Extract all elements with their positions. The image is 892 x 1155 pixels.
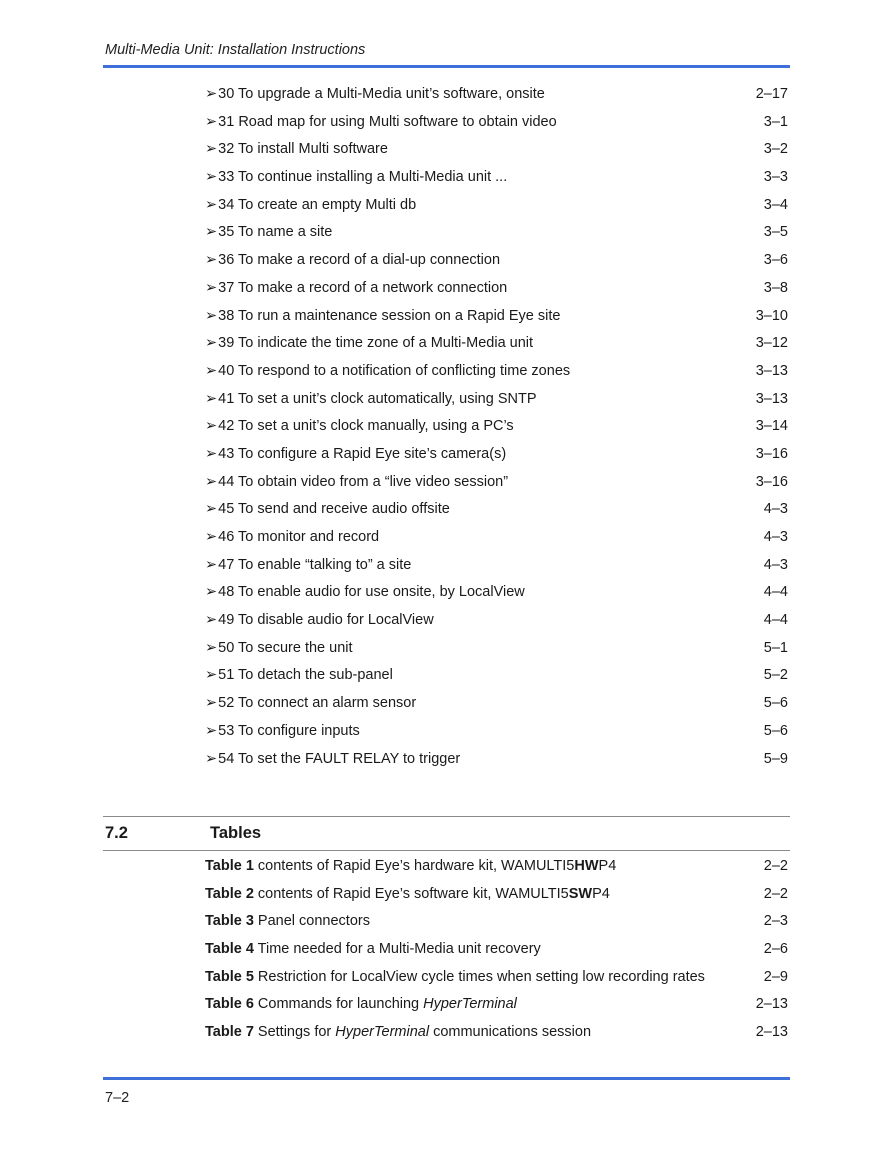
header-rule [103,65,790,68]
procedure-label: 39 To indicate the time zone of a Multi-Media unit [218,335,534,352]
procedure-label: 45 To send and receive audio offsite [218,501,450,518]
procedure-label: 35 To name a site [218,224,333,241]
procedure-label: 48 To enable audio for use onsite, by LocalView [218,584,525,601]
procedure-entry[interactable] [205,391,790,419]
procedure-label: 37 To make a record of a network connection [218,279,508,296]
running-header: Multi-Media Unit: Installation Instructions [105,42,366,58]
procedure-label: 53 To configure inputs [218,722,360,739]
arrow-bullet-icon: ➢ [205,667,218,684]
procedure-page: 3–3 [763,169,788,186]
procedure-entry[interactable] [205,446,790,474]
section-heading [103,816,790,851]
table-number: Table 5 [205,968,254,985]
procedure-title [205,474,508,490]
table-entry[interactable] [205,941,790,969]
procedure-title [205,667,393,683]
procedure-label: 33 To continue installing a Multi-Media unit ... [218,169,508,186]
table-caption-bold: SW [568,885,593,902]
table-title [205,913,370,929]
arrow-bullet-icon: ➢ [205,224,218,241]
procedure-entry[interactable] [205,252,790,280]
table-caption: contents of Rapid Eye’s hardware kit, WAMULTI5 [253,858,575,874]
table-title [205,941,541,957]
arrow-bullet-icon: ➢ [205,473,218,490]
page-number: 7–2 [105,1090,130,1106]
arrow-bullet-icon: ➢ [205,279,218,296]
table-page: 2–2 [763,858,788,874]
procedure-page: 5–6 [763,722,788,739]
procedure-entry[interactable] [205,335,790,363]
arrow-bullet-icon: ➢ [205,612,218,629]
procedure-title [205,529,379,545]
procedure-label: 40 To respond to a notification of conflicting time zones [218,362,571,379]
procedure-title [205,86,545,102]
arrow-bullet-icon: ➢ [205,501,218,518]
procedure-entry[interactable] [205,529,790,557]
procedure-entry[interactable] [205,723,790,751]
table-caption: contents of Rapid Eye’s software kit, WAMULTI5 [253,885,569,902]
procedure-page: 4–4 [763,612,788,629]
table-number: Table 7 [205,1024,254,1041]
table-entry[interactable] [205,913,790,941]
table-page: 2–9 [763,968,788,985]
procedure-page: 3–2 [763,141,788,158]
procedure-title [205,114,557,130]
table-number: Table 1 [205,858,254,874]
arrow-bullet-icon: ➢ [205,556,218,573]
arrow-bullet-icon: ➢ [205,196,218,213]
procedure-page: 5–9 [763,750,788,767]
table-caption: Panel connectors [253,913,370,930]
arrow-bullet-icon: ➢ [205,390,218,407]
table-page: 2–6 [763,941,788,958]
procedure-page: 3–16 [755,445,788,462]
procedure-label: 31 Road map for using Multi software to obtain video [218,113,557,130]
procedure-label: 43 To configure a Rapid Eye site’s camera(s) [218,445,507,462]
procedure-label: 38 To run a maintenance session on a Rapid Eye site [218,307,561,324]
procedure-entry[interactable] [205,474,790,502]
procedure-label: 34 To create an empty Multi db [218,196,417,213]
table-number: Table 2 [205,885,254,902]
procedure-title [205,141,388,157]
procedure-title [205,418,514,434]
table-caption-italic: HyperTerminal [335,1024,430,1041]
procedure-title [205,197,416,213]
arrow-bullet-icon: ➢ [205,722,218,739]
arrow-bullet-icon: ➢ [205,307,218,324]
procedure-title [205,723,360,739]
table-caption: Restriction for LocalView cycle times when setting low recording rates [253,968,705,985]
arrow-bullet-icon: ➢ [205,445,218,462]
procedure-page: 3–5 [763,224,788,241]
procedure-label: 32 To install Multi software [218,141,388,158]
procedure-title [205,751,460,767]
table-entry[interactable] [205,996,790,1024]
procedure-title [205,391,537,407]
table-title [205,996,517,1012]
procedure-entry[interactable] [205,197,790,225]
table-page: 2–13 [755,996,788,1013]
procedure-list [205,86,790,778]
procedure-title [205,501,450,517]
procedure-label: 41 To set a unit’s clock automatically, using SNTP [218,390,537,407]
arrow-bullet-icon: ➢ [205,169,218,186]
table-entry[interactable] [205,858,790,886]
procedure-title [205,557,411,573]
procedure-page: 3–12 [755,335,788,352]
procedure-title [205,252,500,268]
procedure-page: 5–1 [763,639,788,656]
procedure-page: 4–3 [763,501,788,518]
procedure-entry[interactable] [205,86,790,114]
table-title [205,1024,591,1040]
arrow-bullet-icon: ➢ [205,113,218,130]
table-list [205,858,790,1052]
procedure-label: 50 To secure the unit [218,639,353,656]
table-caption: Settings for [253,1024,336,1041]
table-title [205,969,705,985]
procedure-title [205,224,332,240]
procedure-entry[interactable] [205,363,790,391]
arrow-bullet-icon: ➢ [205,252,218,269]
procedure-label: 30 To upgrade a Multi-Media unit’s software, onsite [218,86,545,102]
procedure-page: 3–8 [763,279,788,296]
procedure-entry[interactable] [205,695,790,723]
procedure-entry[interactable] [205,557,790,585]
arrow-bullet-icon: ➢ [205,418,218,435]
procedure-page: 5–6 [763,695,788,712]
procedure-title [205,584,525,600]
table-caption: Time needed for a Multi-Media unit recovery [253,941,541,958]
arrow-bullet-icon: ➢ [205,750,218,767]
footer-rule [103,1077,790,1080]
procedure-label: 47 To enable “talking to” a site [218,556,412,573]
procedure-label: 42 To set a unit’s clock manually, using a PC’s [218,418,514,435]
procedure-title [205,640,353,656]
procedure-entry[interactable] [205,169,790,197]
procedure-entry[interactable] [205,141,790,169]
procedure-page: 3–10 [755,307,788,324]
procedure-page: 4–4 [763,584,788,601]
procedure-label: 36 To make a record of a dial-up connection [218,252,501,269]
arrow-bullet-icon: ➢ [205,86,218,102]
procedure-page: 3–1 [763,113,788,130]
table-caption-suffix: P4 [598,858,617,874]
procedure-title [205,335,533,351]
table-caption-bold: HW [574,858,599,874]
procedure-title [205,446,506,462]
table-number: Table 4 [205,941,254,958]
section-title: Tables [210,824,262,842]
arrow-bullet-icon: ➢ [205,695,218,712]
procedure-entry[interactable] [205,501,790,529]
arrow-bullet-icon: ➢ [205,362,218,379]
procedure-title [205,695,416,711]
procedure-page: 3–4 [763,196,788,213]
procedure-entry[interactable] [205,114,790,142]
table-number: Table 6 [205,996,254,1013]
procedure-title [205,280,507,296]
procedure-page: 3–13 [755,390,788,407]
procedure-title [205,308,560,324]
procedure-entry[interactable] [205,224,790,252]
procedure-label: 46 To monitor and record [218,529,380,545]
table-title [205,886,610,902]
procedure-page: 3–6 [763,252,788,269]
procedure-entry[interactable] [205,418,790,446]
table-caption-italic: HyperTerminal [423,996,517,1013]
procedure-page: 3–13 [755,362,788,379]
procedure-entry[interactable] [205,667,790,695]
table-caption-suffix: P4 [592,885,610,902]
table-caption: Commands for launching [253,996,424,1013]
procedure-page: 5–2 [763,667,788,684]
section-number: 7.2 [105,824,128,842]
procedure-label: 52 To connect an alarm sensor [218,695,417,712]
procedure-entry[interactable] [205,584,790,612]
arrow-bullet-icon: ➢ [205,584,218,601]
procedure-title [205,169,507,185]
procedure-entry[interactable] [205,640,790,668]
table-caption-tail: communications session [429,1024,592,1041]
procedure-title [205,363,570,379]
table-entry[interactable] [205,886,790,914]
procedure-entry[interactable] [205,612,790,640]
procedure-page: 2–17 [755,86,788,102]
table-number: Table 3 [205,913,254,930]
table-page: 2–13 [755,1024,788,1041]
table-page: 2–2 [763,885,788,902]
procedure-page: 4–3 [763,529,788,545]
procedure-label: 49 To disable audio for LocalView [218,612,434,629]
procedure-entry[interactable] [205,308,790,336]
procedure-label: 44 To obtain video from a “live video session” [218,473,509,490]
arrow-bullet-icon: ➢ [205,335,218,352]
arrow-bullet-icon: ➢ [205,529,218,545]
procedure-entry[interactable] [205,280,790,308]
procedure-page: 3–16 [755,473,788,490]
table-page: 2–3 [763,913,788,930]
procedure-page: 3–14 [755,418,788,435]
table-entry[interactable] [205,969,790,997]
procedure-title [205,612,434,628]
procedure-label: 51 To detach the sub-panel [218,667,393,684]
procedure-entry[interactable] [205,751,790,779]
procedure-page: 4–3 [763,556,788,573]
table-title [205,858,616,874]
table-entry[interactable] [205,1024,790,1052]
arrow-bullet-icon: ➢ [205,141,218,158]
procedure-label: 54 To set the FAULT RELAY to trigger [218,750,461,767]
arrow-bullet-icon: ➢ [205,639,218,656]
